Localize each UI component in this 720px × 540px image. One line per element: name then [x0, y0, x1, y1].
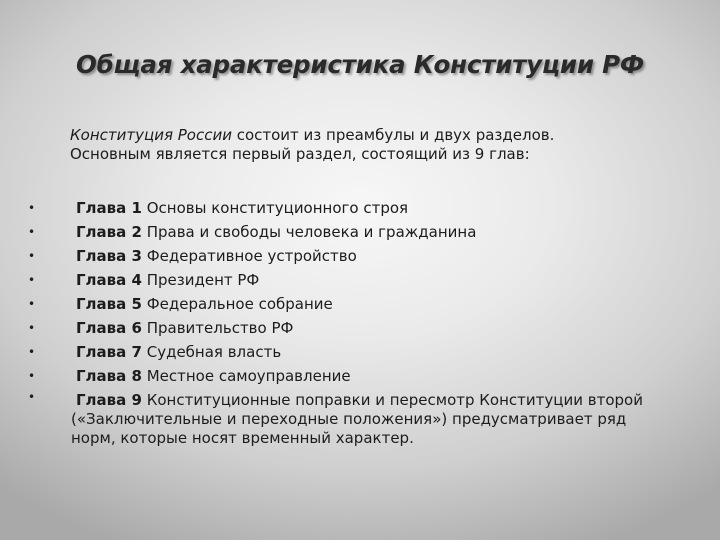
chapter-item-9 [28, 388, 688, 448]
bullet-icon: • [28, 297, 36, 311]
chapter-label: Глава 7 [76, 343, 142, 361]
chapter-label: Глава 6 [76, 319, 142, 337]
chapter-item-1 [28, 196, 688, 220]
chapter-label: Глава 8 [76, 367, 142, 385]
chapter-label: Глава 3 [76, 247, 142, 265]
intro-line-1-rest: состоит из преамбулы и двух разделов. [231, 126, 555, 144]
chapter-text: Правительство РФ [141, 319, 294, 337]
chapter-label: Глава 4 [76, 271, 142, 289]
chapter-text: Права и свободы человека и гражданина [141, 223, 477, 241]
bullet-icon: • [28, 225, 36, 239]
chapter-item-5 [28, 292, 688, 316]
chapter-9-continuation-2: норм, которые носят временный характер. [71, 429, 414, 447]
chapter-text: Основы конституционного строя [141, 199, 409, 217]
chapter-label: Глава 9 [76, 391, 142, 409]
bullet-icon: • [28, 273, 36, 287]
intro-paragraph [70, 126, 670, 164]
chapter-text: Федеральное собрание [141, 295, 333, 313]
chapter-text: Судебная власть [141, 343, 282, 361]
bullet-icon: • [28, 369, 36, 383]
chapter-text: Федеративное устройство [141, 247, 357, 265]
chapter-list [28, 196, 688, 448]
chapter-item-4 [28, 268, 688, 292]
chapter-item-3 [28, 244, 688, 268]
chapter-item-7 [28, 340, 688, 364]
chapter-item-8 [28, 364, 688, 388]
chapter-text: Местное самоуправление [141, 367, 351, 385]
chapter-label: Глава 1 [76, 199, 142, 217]
chapter-9-continuation-1: («Заключительные и переходные положения») предусматривает ряд [71, 410, 627, 428]
chapter-label: Глава 5 [76, 295, 142, 313]
intro-emphasis: Конституция России [70, 126, 232, 144]
bullet-icon: • [28, 249, 36, 263]
chapter-text: Президент РФ [141, 271, 260, 289]
slide-title: Общая характеристика Конституции РФ [75, 50, 645, 79]
bullet-icon: • [28, 345, 36, 359]
chapter-item-2 [28, 220, 688, 244]
intro-line-2: Основным является первый раздел, состоящий из 9 глав: [70, 145, 530, 163]
bullet-icon: • [28, 201, 36, 215]
intro-line-1 [70, 126, 670, 145]
chapter-label: Глава 2 [76, 223, 142, 241]
bullet-icon: • [28, 321, 36, 335]
bullet-icon: • [28, 390, 36, 404]
chapter-item-6 [28, 316, 688, 340]
chapter-text: Конституционные поправки и пересмотр Конституции второй [141, 391, 643, 409]
